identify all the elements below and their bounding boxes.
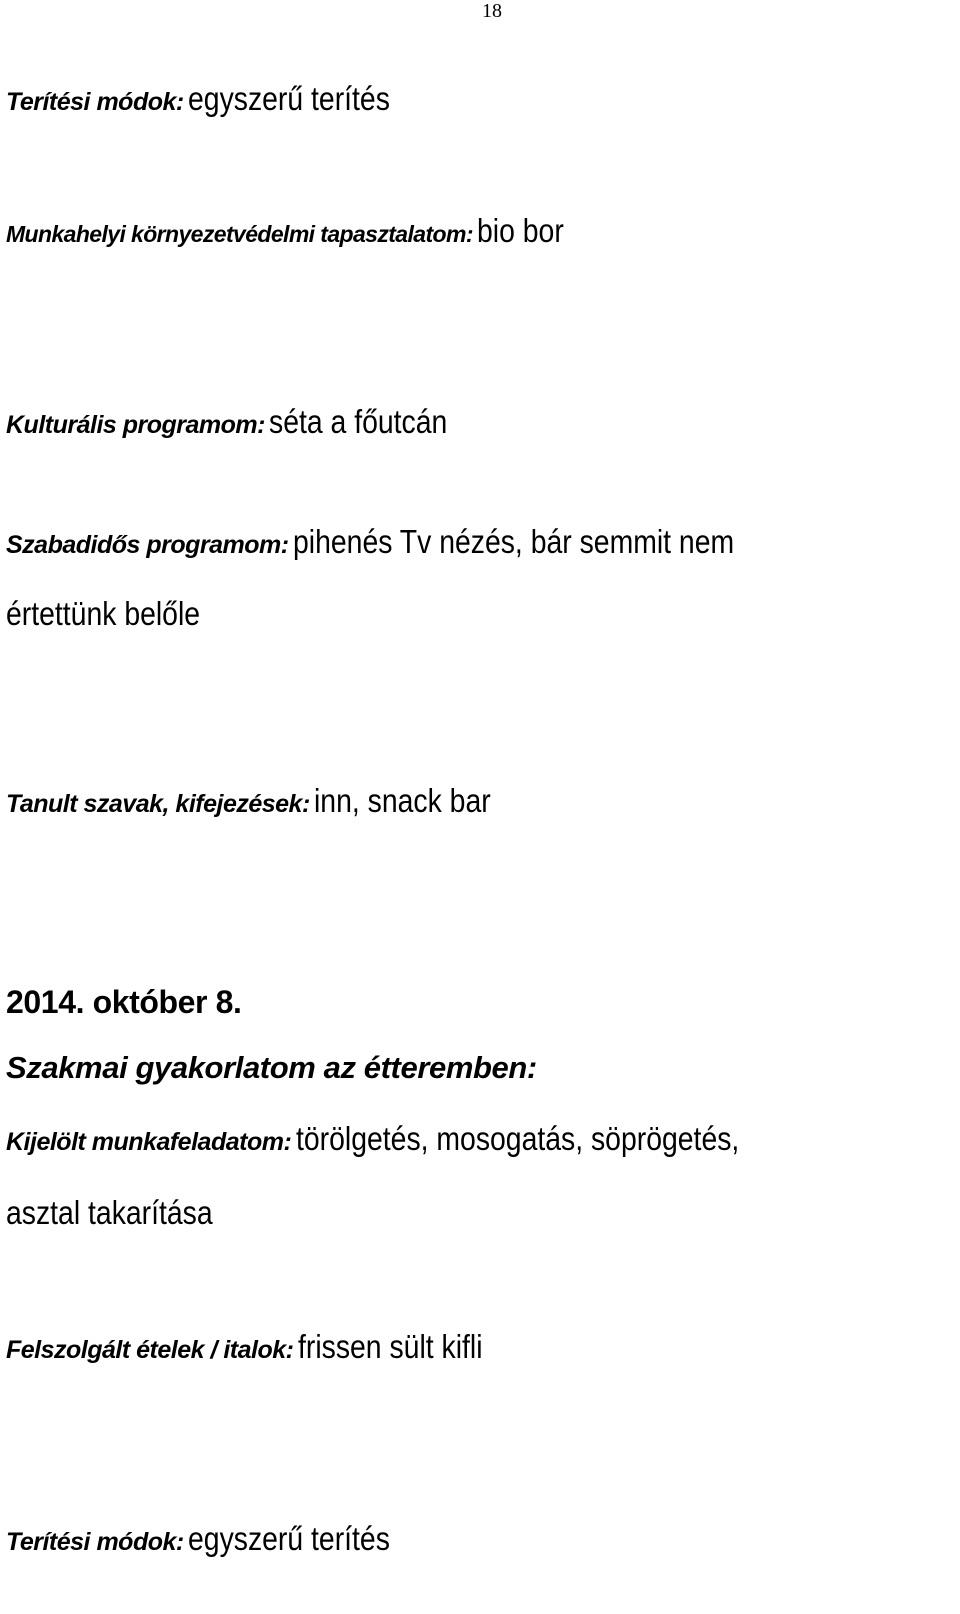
entry-cultural-program	[6, 403, 477, 441]
entry-assigned-tasks	[6, 1120, 811, 1158]
entry-environmental-experience	[6, 212, 578, 250]
entry-served-food	[6, 1328, 513, 1366]
entry-leisure-program-cont	[6, 595, 232, 633]
entry-value: egyszerű terítés	[188, 1520, 391, 1557]
section-heading: Szakmai gyakorlatom az étteremben:	[6, 1050, 537, 1085]
entry-value: törölgetés, mosogatás, söprögetés,	[295, 1120, 740, 1157]
entry-assigned-tasks-cont	[6, 1194, 246, 1232]
entry-learned-words	[6, 782, 520, 820]
entry-label: Felszolgált ételek / italok:	[6, 1336, 294, 1364]
entry-value: bio bor	[477, 212, 565, 249]
entry-value: frissen sült kifli	[297, 1328, 483, 1365]
entry-serving-methods	[6, 80, 423, 118]
entry-leisure-program	[6, 523, 806, 561]
entry-label: Terítési módok:	[6, 1528, 184, 1556]
entry-value: séta a főutcán	[269, 403, 448, 440]
day-date: 2014. október 8.	[6, 984, 242, 1020]
entry-label: Szabadidős programom:	[6, 531, 289, 559]
entry-label: Kijelölt munkafeladatom:	[6, 1128, 292, 1156]
entry-serving-methods-2	[6, 1520, 423, 1558]
entry-value: egyszerű terítés	[188, 80, 391, 117]
page-number: 18	[482, 0, 502, 22]
entry-label: Munkahelyi környezetvédelmi tapasztalatom:	[6, 221, 473, 247]
entry-value-cont: asztal takarítása	[6, 1194, 213, 1231]
entry-value: pihenés Tv nézés, bár semmit nem	[293, 523, 735, 560]
entry-value-cont: értettünk belőle	[6, 595, 201, 632]
entry-label: Terítési módok:	[6, 88, 184, 116]
entry-value: inn, snack bar	[314, 782, 491, 819]
entry-label: Tanult szavak, kifejezések:	[6, 790, 310, 818]
entry-label: Kulturális programom:	[6, 411, 265, 439]
